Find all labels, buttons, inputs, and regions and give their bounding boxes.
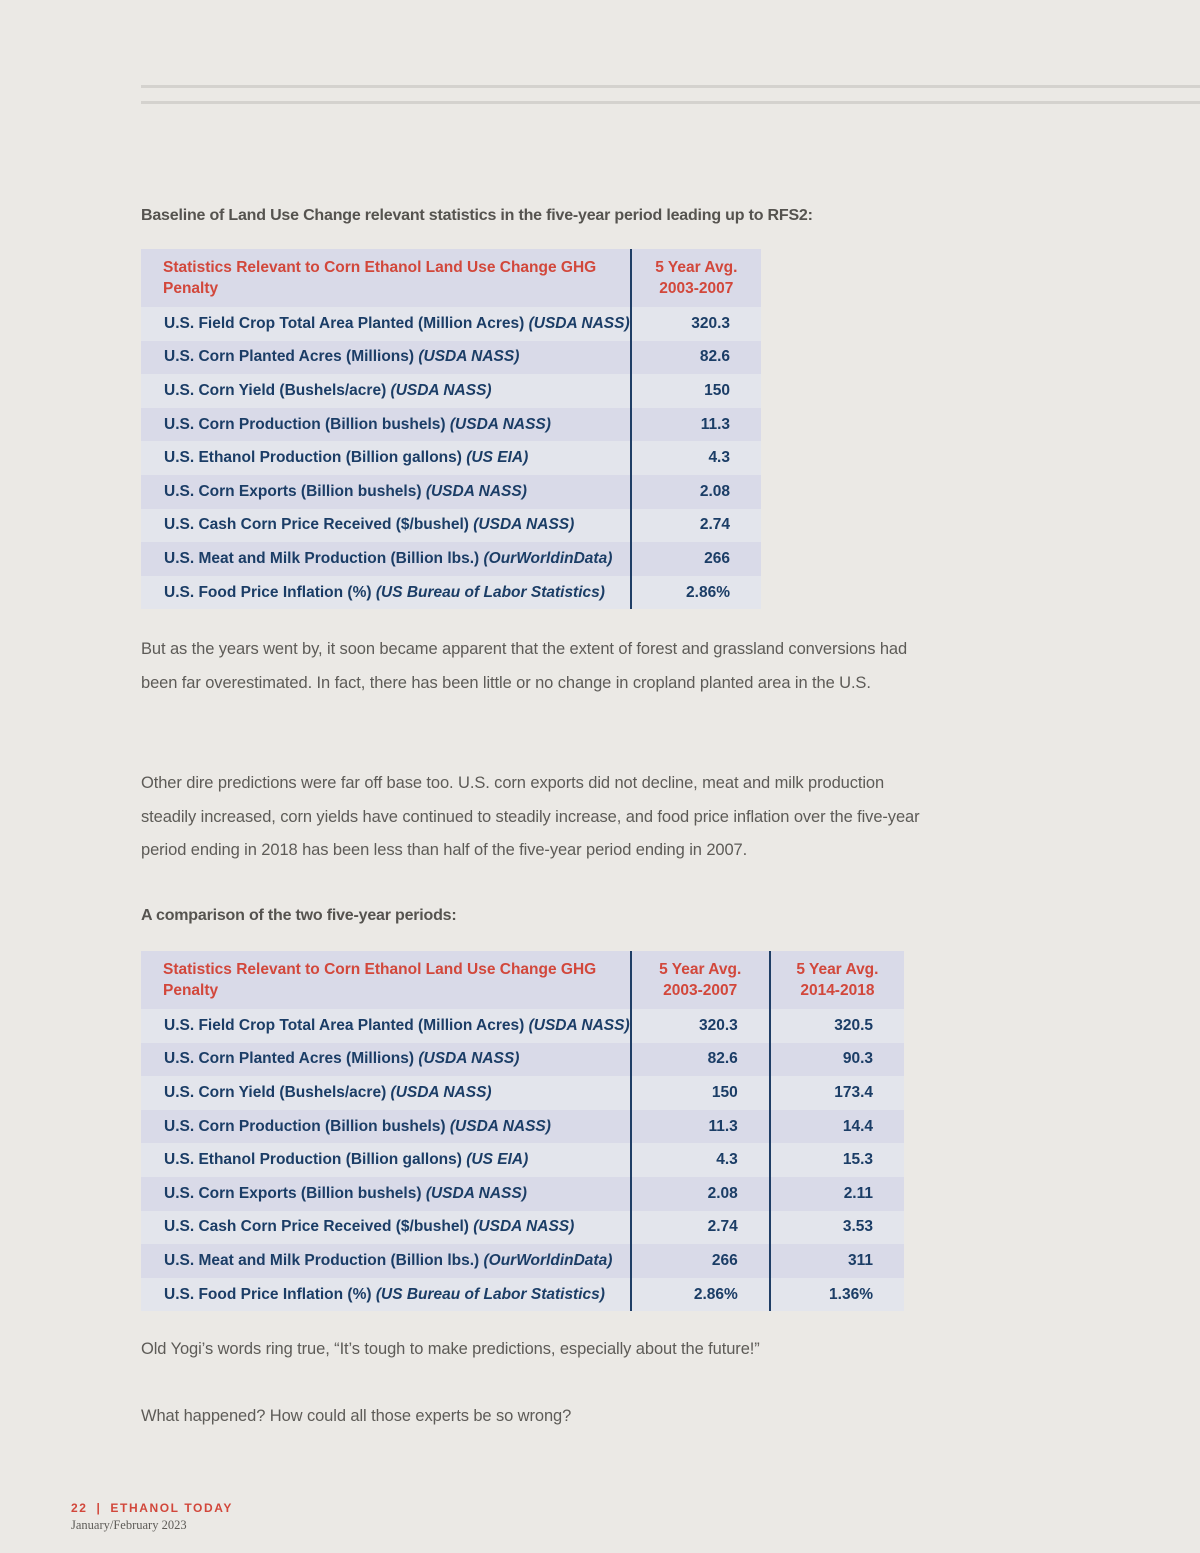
statistic-source: (USDA NASS): [528, 1016, 630, 1034]
row-label: [141, 1278, 631, 1312]
value-v1: 266: [631, 1244, 770, 1278]
page-number: 22: [71, 1501, 88, 1515]
table-row: [141, 1110, 904, 1144]
statistic-source: (USDA NASS): [473, 1218, 575, 1236]
table-row: [141, 1211, 904, 1245]
row-label: [141, 1143, 631, 1177]
statistic-source: (USDA NASS): [390, 1083, 492, 1101]
header-label: Statistics Relevant to Corn Ethanol Land Use Change GHG Penalty: [163, 259, 597, 297]
statistic-name: U.S. Ethanol Production (Billion gallons): [164, 449, 467, 467]
statistic-name: U.S. Corn Planted Acres (Millions): [164, 348, 419, 366]
header-col2-line1: 5 Year Avg.: [796, 961, 879, 978]
header-period-2003-2007: [631, 951, 770, 1009]
table-row: [141, 441, 761, 475]
value-v1: 11.3: [631, 1110, 770, 1144]
statistic-name: U.S. Cash Corn Price Received ($/bushel): [164, 1218, 474, 1236]
value-v1: 2.74: [631, 509, 761, 543]
statistic-source: (US EIA): [466, 449, 529, 467]
value-v1: 150: [631, 374, 761, 408]
row-label: [141, 341, 631, 375]
value-v2: 1.36%: [770, 1278, 904, 1312]
header-label: Statistics Relevant to Corn Ethanol Land Use Change GHG Penalty: [163, 961, 597, 999]
table-row: [141, 1278, 904, 1312]
value-v1: 2.86%: [631, 1278, 770, 1312]
row-label: [141, 408, 631, 442]
footer-divider: |: [96, 1501, 102, 1515]
statistic-name: U.S. Field Crop Total Area Planted (Million Acres): [164, 1016, 529, 1034]
table-row: [141, 408, 761, 442]
statistic-name: U.S. Corn Yield (Bushels/acre): [164, 1083, 391, 1101]
value-v2: 3.53: [770, 1211, 904, 1245]
value-v2: 14.4: [770, 1110, 904, 1144]
table-row: [141, 576, 761, 610]
table2-caption: A comparison of the two five-year periods:: [141, 907, 457, 924]
value-v1: 2.74: [631, 1211, 770, 1245]
statistic-name: U.S. Corn Planted Acres (Millions): [164, 1050, 419, 1068]
statistic-name: U.S. Food Price Inflation (%): [164, 1285, 376, 1303]
table-row: [141, 1143, 904, 1177]
header-period-2014-2018: [770, 951, 904, 1009]
row-label: [141, 307, 631, 341]
statistic-name: U.S. Corn Production (Billion bushels): [164, 415, 450, 433]
table-row: [141, 374, 761, 408]
footer-publication-line: [71, 1501, 233, 1515]
statistic-name: U.S. Meat and Milk Production (Billion lbs.): [164, 1251, 484, 1269]
value-v1: 4.3: [631, 441, 761, 475]
statistic-source: (USDA NASS): [528, 314, 630, 332]
value-v2: 320.5: [770, 1009, 904, 1043]
statistic-source: (USDA NASS): [418, 1050, 520, 1068]
statistic-source: (USDA NASS): [418, 348, 520, 366]
statistic-name: U.S. Corn Exports (Billion bushels): [164, 482, 426, 500]
statistic-name: U.S. Food Price Inflation (%): [164, 583, 376, 601]
paragraph-yogi-quote: Old Yogi’s words ring true, “It’s tough to make predictions, especially about the future!”: [141, 1340, 760, 1358]
table-header-row: [141, 951, 904, 1009]
row-label: [141, 1043, 631, 1077]
value-v2: 311: [770, 1244, 904, 1278]
second-rule: [141, 101, 1200, 104]
statistic-name: U.S. Corn Exports (Billion bushels): [164, 1184, 426, 1202]
table-row: [141, 509, 761, 543]
statistic-name: U.S. Cash Corn Price Received ($/bushel): [164, 516, 474, 534]
table-row: [141, 1244, 904, 1278]
value-v1: 150: [631, 1076, 770, 1110]
statistic-source: (USDA NASS): [473, 516, 575, 534]
header-col1-line1: 5 Year Avg.: [655, 259, 738, 276]
row-label: [141, 576, 631, 610]
statistic-name: U.S. Ethanol Production (Billion gallons): [164, 1151, 467, 1169]
row-label: [141, 542, 631, 576]
value-v1: 320.3: [631, 1009, 770, 1043]
table-row: [141, 1076, 904, 1110]
statistic-source: (US EIA): [466, 1151, 529, 1169]
value-v2: 2.11: [770, 1177, 904, 1211]
table-row: [141, 1009, 904, 1043]
row-label: [141, 475, 631, 509]
statistic-source: (USDA NASS): [425, 1184, 527, 1202]
header-col2-line2: 2014-2018: [800, 982, 875, 999]
statistic-source: (USDA NASS): [449, 1117, 551, 1135]
row-label: [141, 1076, 631, 1110]
table-row: [141, 542, 761, 576]
statistic-name: U.S. Corn Yield (Bushels/acre): [164, 381, 391, 399]
paragraph-overestimated: But as the years went by, it soon became apparent that the extent of forest and grassland conversions had been far overestimated. In fact, there has been little or no change in cropland planted area in the U.S.: [141, 640, 908, 692]
value-v1: 2.08: [631, 1177, 770, 1211]
statistic-source: (USDA NASS): [390, 381, 492, 399]
statistic-name: U.S. Field Crop Total Area Planted (Million Acres): [164, 314, 529, 332]
statistic-name: U.S. Meat and Milk Production (Billion lbs.): [164, 549, 484, 567]
statistic-source: (US Bureau of Labor Statistics): [375, 1285, 605, 1303]
header-col1-line2: 2003-2007: [663, 982, 738, 999]
value-v2: 173.4: [770, 1076, 904, 1110]
table-row: [141, 341, 761, 375]
comparison-statistics-table: [141, 951, 904, 1311]
value-v1: 2.08: [631, 475, 761, 509]
table-row: [141, 307, 761, 341]
header-col1-line2: 2003-2007: [659, 280, 734, 297]
header-col1-line1: 5 Year Avg.: [659, 961, 742, 978]
statistic-source: (US Bureau of Labor Statistics): [375, 583, 605, 601]
row-label: [141, 1009, 631, 1043]
paragraph-dire-predictions: Other dire predictions were far off base too. U.S. corn exports did not decline, meat and milk production steadily increased, corn yields have continued to steadily increase, and food price inflation over the five-year period ending in 2018 has been less than half of the five-year period ending in 2007.: [141, 774, 920, 859]
baseline-statistics-table: [141, 249, 761, 609]
table1-caption: Baseline of Land Use Change relevant statistics in the five-year period leading up to RFS2:: [141, 207, 813, 224]
statistic-source: (USDA NASS): [449, 415, 551, 433]
statistic-source: (OurWorldinData): [483, 1251, 613, 1269]
issue-date: January/February 2023: [71, 1518, 187, 1532]
row-label: [141, 509, 631, 543]
table-row: [141, 1177, 904, 1211]
value-v1: 266: [631, 542, 761, 576]
row-label: [141, 374, 631, 408]
row-label: [141, 441, 631, 475]
table-row: [141, 475, 761, 509]
value-v1: 11.3: [631, 408, 761, 442]
row-label: [141, 1177, 631, 1211]
row-label: [141, 1211, 631, 1245]
value-v1: 4.3: [631, 1143, 770, 1177]
value-v1: 2.86%: [631, 576, 761, 610]
statistic-source: (USDA NASS): [425, 482, 527, 500]
row-label: [141, 1110, 631, 1144]
top-rule: [141, 85, 1200, 88]
value-v1: 82.6: [631, 341, 761, 375]
table-header-row: [141, 249, 761, 307]
table-row: [141, 1043, 904, 1077]
value-v2: 90.3: [770, 1043, 904, 1077]
statistic-name: U.S. Corn Production (Billion bushels): [164, 1117, 450, 1135]
statistic-source: (OurWorldinData): [483, 549, 613, 567]
row-label: [141, 1244, 631, 1278]
value-v1: 320.3: [631, 307, 761, 341]
header-period-2003-2007: [631, 249, 761, 307]
value-v1: 82.6: [631, 1043, 770, 1077]
publication-name: ETHANOL TODAY: [110, 1501, 234, 1515]
paragraph-what-happened: What happened? How could all those experts be so wrong?: [141, 1407, 572, 1425]
value-v2: 15.3: [770, 1143, 904, 1177]
